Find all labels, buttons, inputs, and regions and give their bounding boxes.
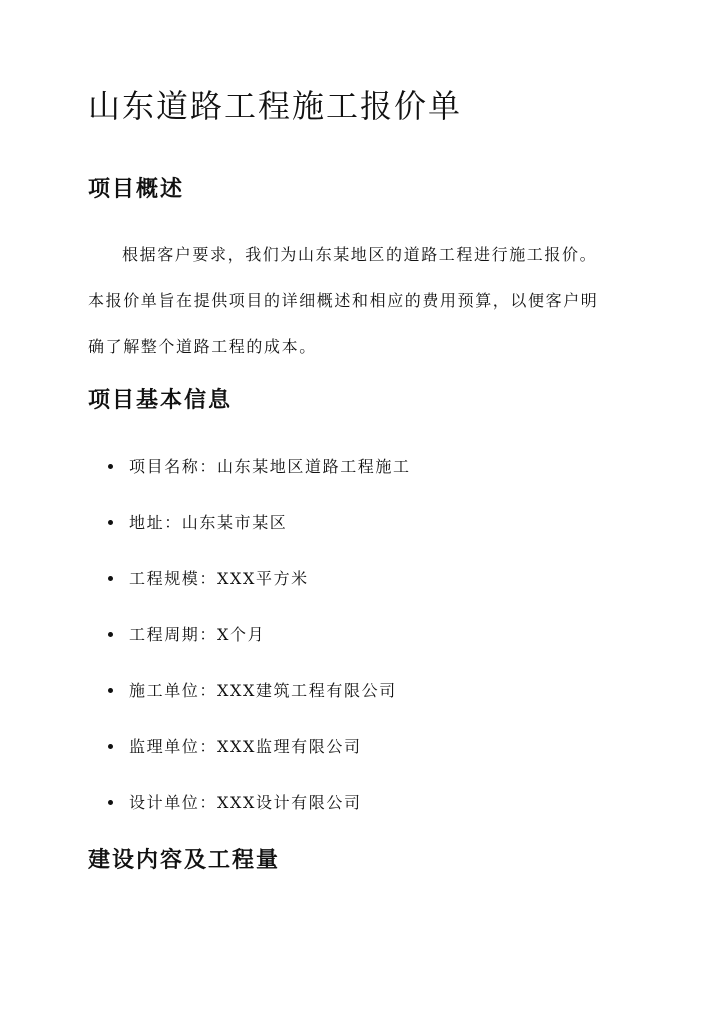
bullet-icon	[108, 464, 113, 469]
list-item	[108, 564, 411, 620]
list-item	[108, 788, 411, 844]
paragraph-line: 本报价单旨在提供项目的详细概述和相应的费用预算，以便客户明	[88, 291, 599, 310]
list-item	[108, 732, 411, 788]
bullet-icon	[108, 688, 113, 693]
basic-info-list	[108, 452, 411, 844]
bullet-icon	[108, 576, 113, 581]
overview-paragraph	[88, 240, 648, 378]
list-item	[108, 676, 411, 732]
section-heading-overview: 项目概述	[88, 176, 185, 202]
list-item-text: 地址：山东某市某区	[129, 513, 288, 532]
section-heading-basic-info: 项目基本信息	[88, 387, 233, 413]
bullet-icon	[108, 744, 113, 749]
paragraph-line: 根据客户要求，我们为山东某地区的道路工程进行施工报价。	[122, 245, 598, 264]
list-item-text: 工程规模：XXX平方米	[129, 569, 309, 588]
list-item-text: 施工单位：XXX建筑工程有限公司	[129, 681, 397, 700]
list-item-text: 工程周期：X个月	[129, 625, 266, 644]
paragraph-line: 确了解整个道路工程的成本。	[88, 337, 317, 356]
list-item-text: 监理单位：XXX监理有限公司	[129, 737, 362, 756]
document-title: 山东道路工程施工报价单	[88, 87, 463, 125]
list-item-text: 项目名称：山东某地区道路工程施工	[129, 457, 411, 476]
bullet-icon	[108, 800, 113, 805]
bullet-icon	[108, 520, 113, 525]
list-item-text: 设计单位：XXX设计有限公司	[129, 793, 362, 812]
bullet-icon	[108, 632, 113, 637]
section-heading-construction: 建设内容及工程量	[88, 847, 281, 873]
list-item	[108, 508, 411, 564]
list-item	[108, 620, 411, 676]
list-item	[108, 452, 411, 508]
